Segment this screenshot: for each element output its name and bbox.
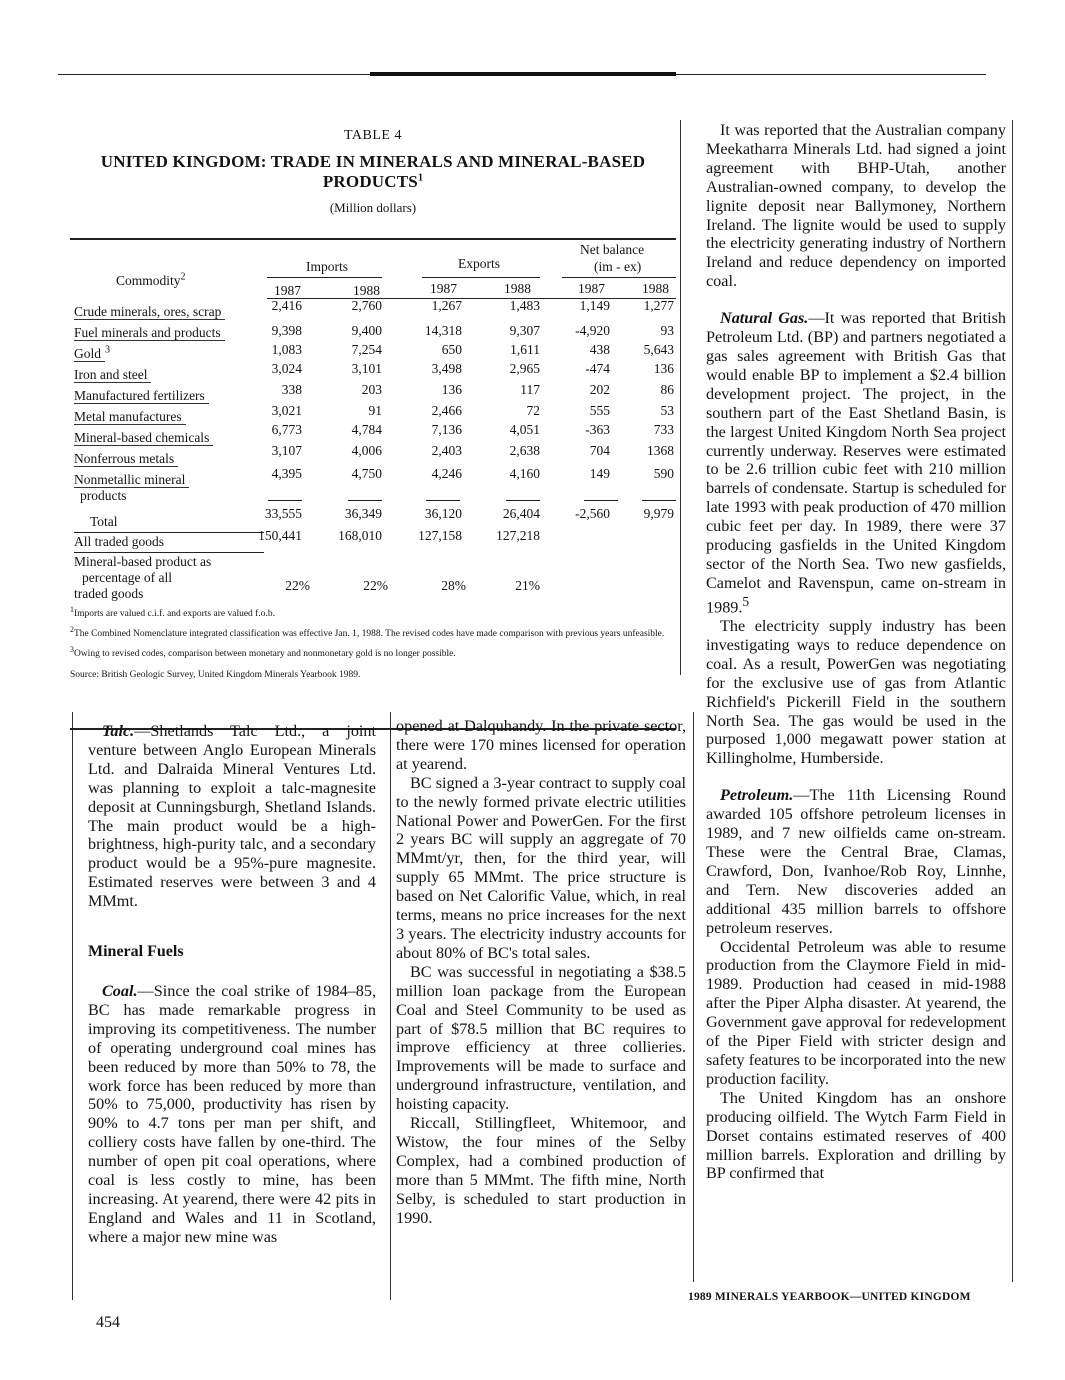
row-label-total: Total <box>90 514 118 529</box>
runin-heading-talc: Talc. <box>102 722 135 740</box>
table-cell: 9,307 <box>509 323 540 338</box>
table-cell: 2,416 <box>271 298 302 313</box>
table-cell: 14,318 <box>424 323 462 338</box>
page-number: 454 <box>96 1314 120 1331</box>
footnote-ref: 3 <box>105 344 110 356</box>
table-cell: 36,349 <box>344 506 382 521</box>
table-top-rule <box>70 238 676 240</box>
table-cell: 72 <box>526 403 540 418</box>
table-cell: 5,643 <box>643 342 674 357</box>
year-header: 1988 <box>504 281 531 296</box>
margin-rule-left <box>72 712 73 1300</box>
row-label <box>74 304 225 320</box>
table-cell: 202 <box>589 382 610 397</box>
paragraph-talc: Talc.—Shetlands Talc Ltd., a joint venture between Anglo European Minerals Ltd. and Dalraida Mineral Ventures Ltd. was planning to exploit a talc-magnesite deposit at Cunningsburgh, Shetland Islands. The main product would be a high-brightness, high-purity talc, and a secondary product would be a 95%-pure magnesite. Estimated reserves were between 3 and 4 MMmt. <box>88 722 376 911</box>
paragraph: The electricity supply industry has been investigating ways to reduce dependence on coal. As a result, PowerGen was negotiating for the exclusive use of gas from Atlantic Richfield's Pickerill Field in the southern North Sea. The gas would be used in the purposed 1,000 megawatt power station at Killingholme, Humberside. <box>706 617 1006 768</box>
row-label-percentage: percentage of all <box>82 570 172 585</box>
column-header-net-im-ex: (im - ex) <box>594 259 642 274</box>
paragraph: opened at Dalquhandy. In the private sector, there were 170 mines licensed for operation at yearend. <box>396 717 686 773</box>
paragraph: BC signed a 3-year contract to supply coal to the newly formed private electric utilities National Power and PowerGen. For the first 2 years BC will supply an aggregate of 70 MMmt/yr, then, for the third year, will supply 65 MMmt. The price structure is based on Net Calorific Value, which, in real terms, means no price increases for the next 3 years. The electricity industry accounts for about 80% of BC's total sales. <box>396 773 686 962</box>
table-cell: 704 <box>589 443 610 458</box>
table-cell: 7,254 <box>351 342 382 357</box>
table-unit: (Million dollars) <box>329 200 417 215</box>
table-cell: 3,024 <box>271 361 302 376</box>
table-cell: 53 <box>660 403 674 418</box>
table-cell: 9,398 <box>271 323 302 338</box>
table-cell: 3,101 <box>351 361 382 376</box>
table-cell: 338 <box>281 382 302 397</box>
runin-heading-coal: Coal. <box>102 981 138 1000</box>
exports-span-rule <box>422 277 540 278</box>
table-cell: 33,555 <box>264 506 302 521</box>
text-column-1 <box>88 722 376 1247</box>
table-cell: 86 <box>660 382 674 397</box>
table-cell: 93 <box>660 323 674 338</box>
table-cell: 733 <box>653 422 674 437</box>
row-label <box>74 388 209 404</box>
year-header: 1988 <box>353 283 380 298</box>
footnote-ref: 1 <box>417 172 424 184</box>
paragraph: Occidental Petroleum was able to resume production from the Claymore Field in mid-1989. Production had ceased in mid-1988 after the Piper Alpha disaster. At yearend, the Government gave approval for redevelopment of the Piper Field with stricter design and safety features to be incorporated into the new production facility. <box>706 937 1006 1088</box>
table-cell: 22% <box>285 578 310 593</box>
table-cell: 1,277 <box>643 298 674 313</box>
table-cell: 91 <box>368 403 382 418</box>
table-cell: 2,638 <box>509 443 540 458</box>
total-rule <box>506 500 540 501</box>
row-label-text: Nonferrous metals <box>74 451 178 467</box>
table-cell: 3,498 <box>431 361 462 376</box>
row-label-text: Metal manufactures <box>74 409 186 425</box>
footnote-3: $^3$Owing to revised codes, comparison between monetary and nonmonetary gold is no longer possible. <box>70 645 456 660</box>
paragraph-petroleum: Petroleum.—The 11th Licensing Round awarded 105 offshore petroleum licenses in 1989, and 7 new oilfields came on-stream. These were the Central Brae, Clamas, Crawford, Don, Ivanhoe/Rob Roy, Linnhe, and Tern. New discoveries added an additional 435 million barrels to offshore petroleum reserves. <box>706 786 1006 937</box>
footnote-2: $^2$The Combined Nomenclature integrated classification was effective Jan. 1, 1988. The revised codes have made comparison with previous years unfeasible. <box>70 625 665 640</box>
column-divider <box>693 712 694 1282</box>
imports-span-rule <box>267 277 382 278</box>
footnote-1: $^1$Imports are valued c.i.f. and exports are valued f.o.b. <box>70 605 275 620</box>
row-label <box>74 325 225 341</box>
table-cell: 2,466 <box>431 403 462 418</box>
runin-heading-petroleum: Petroleum. <box>720 786 794 805</box>
table-cell: 2,403 <box>431 443 462 458</box>
column-header-net-balance: Net balance <box>580 242 645 257</box>
row-label-all-goods: All traded goods <box>74 534 164 549</box>
table-cell: 203 <box>361 382 382 397</box>
table-cell: 4,006 <box>351 443 382 458</box>
table-cell: 21% <box>515 578 540 593</box>
table-cell: 3,021 <box>271 403 302 418</box>
text-column-3 <box>706 121 1006 1183</box>
year-header: 1987 <box>430 281 457 296</box>
table-cell: 4,750 <box>351 466 382 481</box>
table-cell: 127,158 <box>418 528 462 543</box>
table-cell: -363 <box>585 422 610 437</box>
row-label-text: Gold <box>74 346 105 362</box>
table-cell: 438 <box>589 342 610 357</box>
spacer <box>706 291 1006 309</box>
table-title: UNITED KINGDOM: TRADE IN MINERALS AND MINERAL-BASED PRODUCTS$^1$ <box>100 152 646 191</box>
table-cell: 1,483 <box>509 298 540 313</box>
text-column-2 <box>396 717 686 1227</box>
row-label-text: Iron and steel <box>74 367 151 383</box>
year-header: 1987 <box>578 281 605 296</box>
paragraph-lignite: It was reported that the Australian company Meekatharra Minerals Ltd. had signed a joint agreement with BHP-Utah, another Australian-owned company, to develop the lignite deposit near Ballymoney, Northern Ireland. The lignite would be used to supply the electricity generating industry of Northern Ireland and reduce dependency on imported coal. <box>706 121 1006 291</box>
section-heading-mineral-fuels: Mineral Fuels <box>88 943 184 961</box>
table-cell: 650 <box>441 342 462 357</box>
row-label-text: Crude minerals, ores, scrap <box>74 304 225 320</box>
row-label-text: Fuel minerals and products <box>74 325 225 341</box>
row-underline <box>74 552 264 553</box>
table-cell: 2,760 <box>351 298 382 313</box>
paragraph: BC was successful in negotiating a $38.5 million loan package from the European Coal and Steel Community to be used as part of $78.5 million that BC requires to improve efficiency at three collieries. Improvements will be made to surface and underground infrastructure, ventilation, and hoisting capacity. <box>396 962 686 1114</box>
column-divider <box>390 712 391 1300</box>
row-label <box>74 451 178 467</box>
table-cell: 36,120 <box>424 506 462 521</box>
table-cell: 22% <box>363 578 388 593</box>
top-rule-heavy <box>370 72 676 76</box>
table-cell: -474 <box>585 361 610 376</box>
table-cell: 149 <box>589 466 610 481</box>
year-header: 1987 <box>274 283 301 298</box>
row-label <box>74 367 151 383</box>
table-footnotes <box>70 603 680 684</box>
row-label-percentage: traded goods <box>74 586 144 601</box>
table-cell: 117 <box>520 382 540 397</box>
column-header-imports: Imports <box>306 259 348 274</box>
net-span-rule <box>562 277 676 278</box>
table-source: Source: British Geologic Survey, United Kingdom Minerals Yearbook 1989. <box>70 670 361 681</box>
table-cell: 1,083 <box>271 342 302 357</box>
table-cell: 136 <box>653 361 674 376</box>
table-cell: 1,149 <box>579 298 610 313</box>
table-cell: 150,441 <box>258 528 302 543</box>
row-label <box>74 472 189 488</box>
row-label <box>74 409 186 425</box>
table-cell: 9,400 <box>351 323 382 338</box>
table-cell: 1368 <box>647 443 674 458</box>
column-header-commodity: Commodity$^2$ <box>116 271 186 288</box>
table-cell: 26,404 <box>502 506 540 521</box>
table-cell: 555 <box>589 403 610 418</box>
row-label <box>74 346 110 362</box>
table-cell: 3,107 <box>271 443 302 458</box>
table-cell: 590 <box>653 466 674 481</box>
table-cell: 9,979 <box>643 506 674 521</box>
table-cell: 4,246 <box>431 466 462 481</box>
table-cell: 28% <box>441 578 466 593</box>
table-number: TABLE 4 <box>344 128 402 143</box>
margin-rule-right <box>1012 120 1013 1282</box>
table-cell: 4,051 <box>509 422 540 437</box>
table-cell: 136 <box>441 382 462 397</box>
table-cell: 6,773 <box>271 422 302 437</box>
column-divider <box>680 120 681 675</box>
row-label-percentage: Mineral-based product as <box>74 554 212 569</box>
table-cell: -2,560 <box>575 506 610 521</box>
year-header: 1988 <box>642 281 669 296</box>
paragraph-coal: Coal.—Since the coal strike of 1984–85, BC has made remarkable progress in improving its competitiveness. The number of operating underground coal mines has been reduced by more than 50% to 78, the work force has been reduced by more than 50% to 75,000, productivity has risen by 90% to 4.7 tons per man per shift, and colliery costs have fallen by one-third. The number of open pit coal operations, where coal is less costly to mine, has been increasing. At yearend, there were 42 pits in England and Wales and 11 in Scotland, where a major new mine was <box>88 981 376 1246</box>
paragraph: Riccall, Stillingfleet, Whitemoor, and Wistow, the four mines of the Selby Complex, had a combined production of more than 5 MMmt. The fifth mine, North Selby, is scheduled to start production in 1990. <box>396 1114 686 1227</box>
row-label-continued: products <box>80 488 127 503</box>
table-cell: -4,920 <box>575 323 610 338</box>
table-cell: 4,160 <box>509 466 540 481</box>
total-rule <box>268 500 302 501</box>
table-cell: 168,010 <box>338 528 382 543</box>
total-rule <box>426 500 460 501</box>
paragraph: The United Kingdom has an onshore producing oilfield. The Wytch Farm Field in Dorset contains estimated reserves of 400 million barrels. Exploration and drilling by BP confirmed that <box>706 1088 1006 1183</box>
trade-table <box>70 128 676 601</box>
column-header-exports: Exports <box>458 256 500 271</box>
row-label-text: Nonmetallic mineral <box>74 472 189 488</box>
row-label-text: Mineral-based chemicals <box>74 430 213 446</box>
table-cell: 1,611 <box>510 342 540 357</box>
table-cell: 2,965 <box>509 361 540 376</box>
table-cell: 7,136 <box>431 422 462 437</box>
table-cell: 1,267 <box>431 298 462 313</box>
spacer <box>706 768 1006 786</box>
total-rule <box>348 500 382 501</box>
row-label <box>74 430 213 446</box>
total-rule <box>642 500 676 501</box>
table-cell: 127,218 <box>496 528 540 543</box>
running-footer: 1989 MINERALS YEARBOOK—UNITED KINGDOM <box>688 1291 971 1303</box>
paragraph-natural-gas: Natural Gas.—It was reported that British Petroleum Ltd. (BP) and partners negotiated a gas sales agreement with British Gas that would enable BP to implement a $2.4 billion development project. The project, in the southern part of the East Shetland Basin, is the largest United Kingdom North Sea project currently underway. Reserves were estimated to be 2.6 trillion cubic feet with 210 million barrels of condensate. Startup is scheduled for late 1993 with peak production of 470 million cubic feet per day. In 1989, there were 37 producing gasfields in the United Kingdom sector of the North Sea. Two new gasfields, Camelot and Ravenspun, came on-stream in 1989.$^5$ <box>706 309 1006 617</box>
row-label-text: Manufactured fertilizers <box>74 388 209 404</box>
total-rule <box>584 500 618 501</box>
table-cell: 4,784 <box>351 422 382 437</box>
runin-heading-natural-gas: Natural Gas. <box>720 309 809 328</box>
table-cell: 4,395 <box>271 466 302 481</box>
